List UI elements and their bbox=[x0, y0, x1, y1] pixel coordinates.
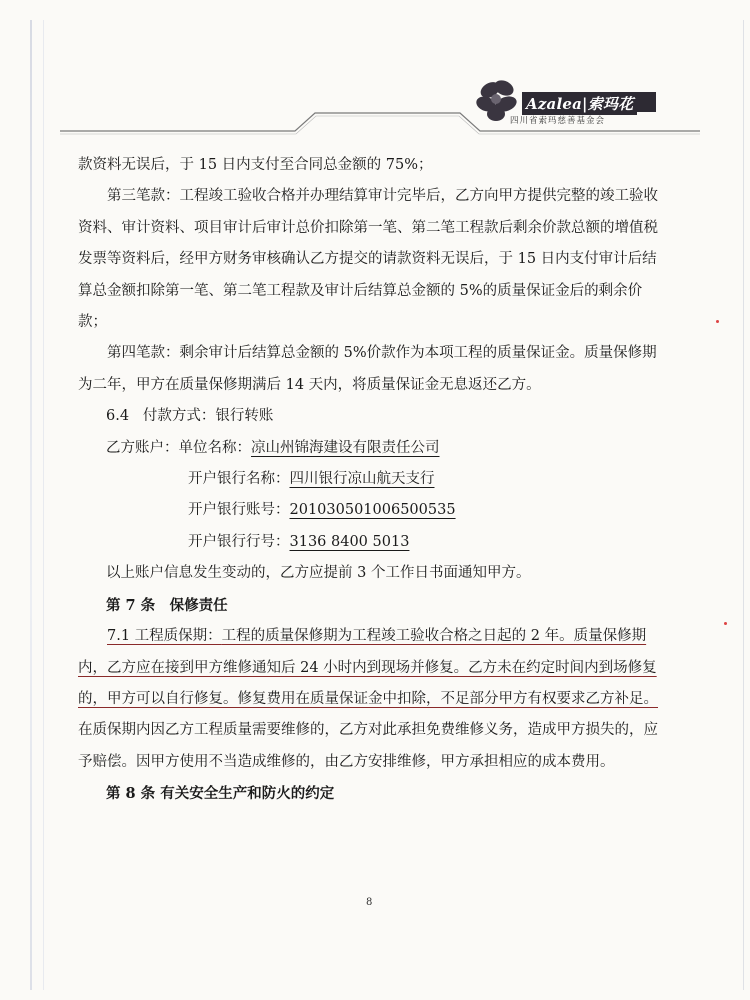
scan-edge-right bbox=[743, 20, 744, 990]
paragraph-continuation: 款资料无误后，于 15 日内支付至合同总金额的 75%； bbox=[78, 157, 433, 173]
page-number: 8 bbox=[366, 897, 373, 908]
account-name-label: 单位名称： bbox=[178, 439, 251, 456]
account-label: 乙方账户： bbox=[106, 439, 179, 456]
paragraph-7-1 bbox=[78, 621, 663, 778]
paragraph-third-payment: 第三笔款：工程竣工验收合格并办理结算审计完毕后，乙方向甲方提供完整的竣工验收资料、审计资料、项目审计后审计总价扣除第一笔、第二笔工程款后剩余价款总额的增值税发票等资料后，经甲方财务审核确认乙方提交的请款资料无误后，于 15 日内支付审计后结算总金额扣除第一笔、第二笔工程款及审计后结算总金额的 5%的质量保证金后的剩余价款； bbox=[78, 188, 658, 331]
logo-subtitle: 四川省索玛慈善基金会 bbox=[510, 116, 606, 126]
bank-account-row bbox=[78, 495, 663, 526]
section-6-4 bbox=[78, 401, 663, 432]
bank-code-label: 开户银行行号： bbox=[188, 533, 290, 550]
paragraph-fourth-payment: 第四笔款：剩余审计后结算总金额的 5%价款作为本项工程的质量保证金。质量保修期为二年，甲方在质量保修期满后 14 天内，将质量保证金无息返还乙方。 bbox=[78, 345, 657, 393]
section-number: 6.4 bbox=[106, 408, 130, 425]
scan-speck bbox=[724, 622, 727, 625]
document-body bbox=[78, 150, 663, 810]
scan-edge bbox=[30, 20, 32, 990]
bank-name-label: 开户银行名称： bbox=[188, 471, 290, 488]
warranty-rest-text: 在质保期内因乙方工程质量需要维修的，乙方对此承担免费维修义务，造成甲方损失的，应予赔偿。因甲方使用不当造成维修的，由乙方安排维修，甲方承担相应的成本费用。 bbox=[78, 722, 658, 770]
bank-account-label: 开户银行账号： bbox=[188, 502, 290, 519]
bank-account-value: 201030501006500535 bbox=[289, 502, 456, 519]
article-7-heading: 第 7 条 保修责任 bbox=[106, 596, 228, 614]
bank-code-value: 3136 8400 5013 bbox=[289, 533, 410, 550]
warranty-underlined-text: 工程的质量保修期为工程竣工验收合格之日起的 2 年。质量保修期内，乙方应在接到甲方维修通知后 24 小时内到现场并修复。乙方未在约定时间内到场修复的，甲方可以自行修复。修复费用在质量保证金中扣除，不足部分甲方有权要求乙方补足。 bbox=[78, 628, 658, 707]
bank-name-row bbox=[78, 464, 663, 495]
scan-speck bbox=[716, 320, 719, 323]
scan-edge-inner bbox=[43, 20, 44, 990]
notify-paragraph: 以上账户信息发生变动的，乙方应提前 3 个工作日书面通知甲方。 bbox=[106, 565, 531, 582]
bank-name-value: 四川银行凉山航天支行 bbox=[289, 471, 435, 488]
bank-code-row bbox=[78, 527, 663, 558]
account-name-value: 凉山州锦海建设有限责任公司 bbox=[251, 439, 440, 456]
section-text: 付款方式：银行转账 bbox=[142, 408, 274, 425]
logo-brand: Azalea|索玛花 bbox=[522, 92, 637, 115]
account-name-row bbox=[78, 433, 663, 464]
article-8-heading: 第 8 条 有关安全生产和防火的约定 bbox=[106, 785, 335, 803]
warranty-period-lead: 7.1 工程质保期： bbox=[107, 628, 222, 645]
